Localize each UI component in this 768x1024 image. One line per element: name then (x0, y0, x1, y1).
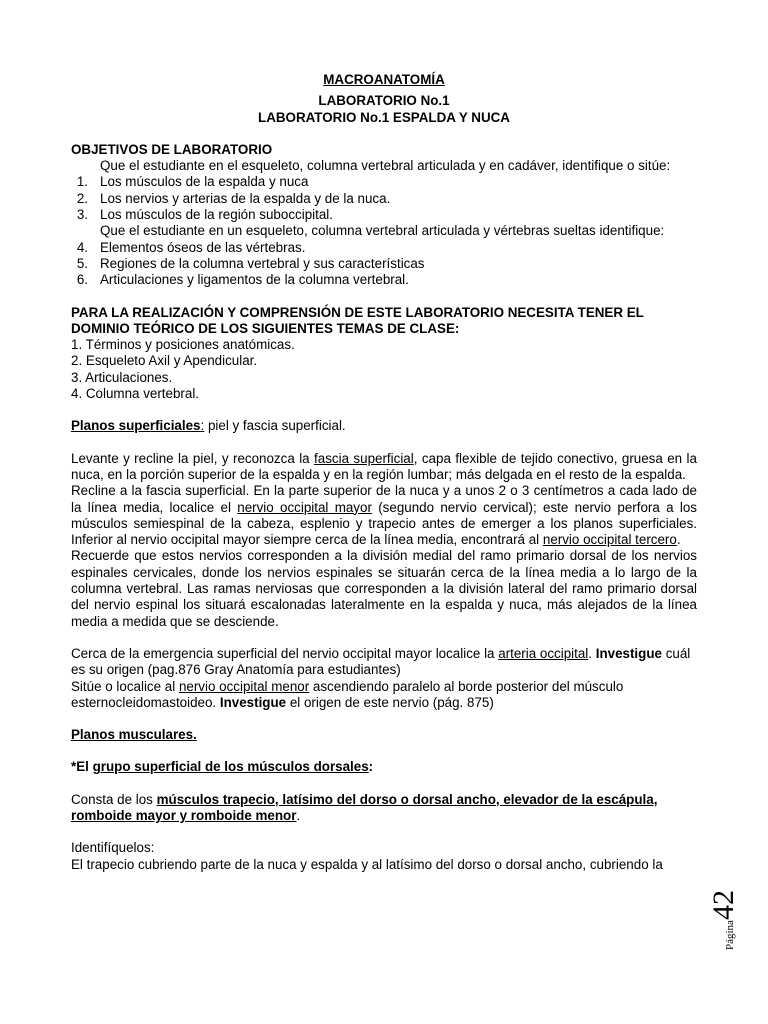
paragraph: Cerca de la emergencia superficial del nervio occipital mayor localice la arteria occipital. Investigue cuál es su origen (pag.876 Gray Anatomía para estudiantes) (71, 645, 691, 678)
list-item: 1. Términos y posiciones anatómicas. (71, 337, 295, 353)
paragraph: Recline a la fascia superficial. En la parte superior de la nuca y a unos 2 o 3 centímetros a cada lado de la línea media, localice el nervio occipital mayor (segundo nervio cervical); este nervio perfora a los músculos semiespinal de la cabeza, esplenio y trapecio antes de emerger a los planos superficiales. Inferior al nervio occipital mayor siempre cerca de la línea media, encontrará al nervio occipital tercero. (71, 483, 697, 548)
lab-number: LABORATORIO No.1 (318, 93, 450, 109)
list-item: 6. Articulaciones y ligamentos de la columna vertebral. (76, 272, 409, 288)
objectives-intro-2: Que el estudiante en un esqueleto, columna vertebral articulada y vértebras sueltas identifique: (100, 223, 665, 239)
list-item: 4. Columna vertebral. (71, 386, 200, 402)
document-page (71, 72, 697, 873)
paragraph: Recuerde que estos nervios corresponden a la división medial del ramo primario dorsal de los nervios espinales cervicales, donde los nervios espinales se situarán cerca de la línea media a lo largo de la columna vertebral. Las ramas nerviosas que corresponden a la división lateral del ramo primario dorsal del nervio espinal los situará escalonadas lateralmente en la espalda y nuca, más alejados de la línea media a medida que se desciende. (71, 548, 697, 629)
list-item: 3. Articulaciones. (71, 369, 173, 385)
list-item: 2. Esqueleto Axil y Apendicular. (71, 353, 258, 369)
paragraph: Sitúe o localice al nervio occipital menor ascendiendo paralelo al borde posterior del músculo esternocleidomastoideo. Investigue el origen de este nervio (pág. 875) (71, 678, 624, 710)
objectives-heading: OBJETIVOS DE LABORATORIO (71, 141, 273, 157)
document-title: MACROANATOMÍA (323, 72, 445, 87)
objectives-list-2 (71, 240, 697, 289)
page-label: Página (724, 920, 736, 950)
superficial-heading-line: Planos superficiales: piel y fascia superficial. (71, 418, 346, 434)
paragraph: El trapecio cubriendo parte de la nuca y espalda y al latísimo del dorso o dorsal ancho, cubriendo la (71, 856, 663, 872)
page-number-value: 42 (707, 890, 740, 921)
list-item: 4. Elementos óseos de las vértebras. (76, 239, 306, 255)
paragraph: Identifíquelos: (71, 840, 155, 856)
list-item: 1. Los músculos de la espalda y nuca (76, 174, 309, 190)
muscular-group: *El grupo superficial de los músculos dorsales: (71, 759, 374, 775)
prereq-heading: PARA LA REALIZACIÓN Y COMPRENSIÓN DE ESTE LABORATORIO NECESITA TENER EL DOMINIO TEÓRICO DE LOS SIGUIENTES TEMAS DE CLASE: (71, 304, 644, 336)
paragraph: Consta de los músculos trapecio, latísimo del dorso o dorsal ancho, elevador de la escápula, romboide mayor y romboide menor. (71, 791, 658, 823)
list-item: 3. Los músculos de la región suboccipital. (76, 207, 333, 223)
objectives-list-1 (71, 174, 697, 223)
list-item: 5. Regiones de la columna vertebral y sus características (76, 255, 425, 271)
paragraph: Levante y recline la piel, y reconozca la fascia superficial, capa flexible de tejido conectivo, gruesa en la nuca, en la porción superior de la espalda y en la región lumbar; más delgada en el resto de la espalda. (71, 450, 697, 482)
objectives-intro-1: Que el estudiante en el esqueleto, columna vertebral articulada y en cadáver, identifique o sitúe: (100, 158, 671, 174)
page-number (707, 862, 756, 952)
lab-subtitle: LABORATORIO No.1 ESPALDA Y NUCA (258, 109, 510, 125)
superficial-heading: Planos superficiales (71, 418, 201, 434)
muscular-heading: Planos musculares. (71, 727, 197, 743)
list-item: 2. Los nervios y arterias de la espalda y de la nuca. (76, 190, 391, 206)
